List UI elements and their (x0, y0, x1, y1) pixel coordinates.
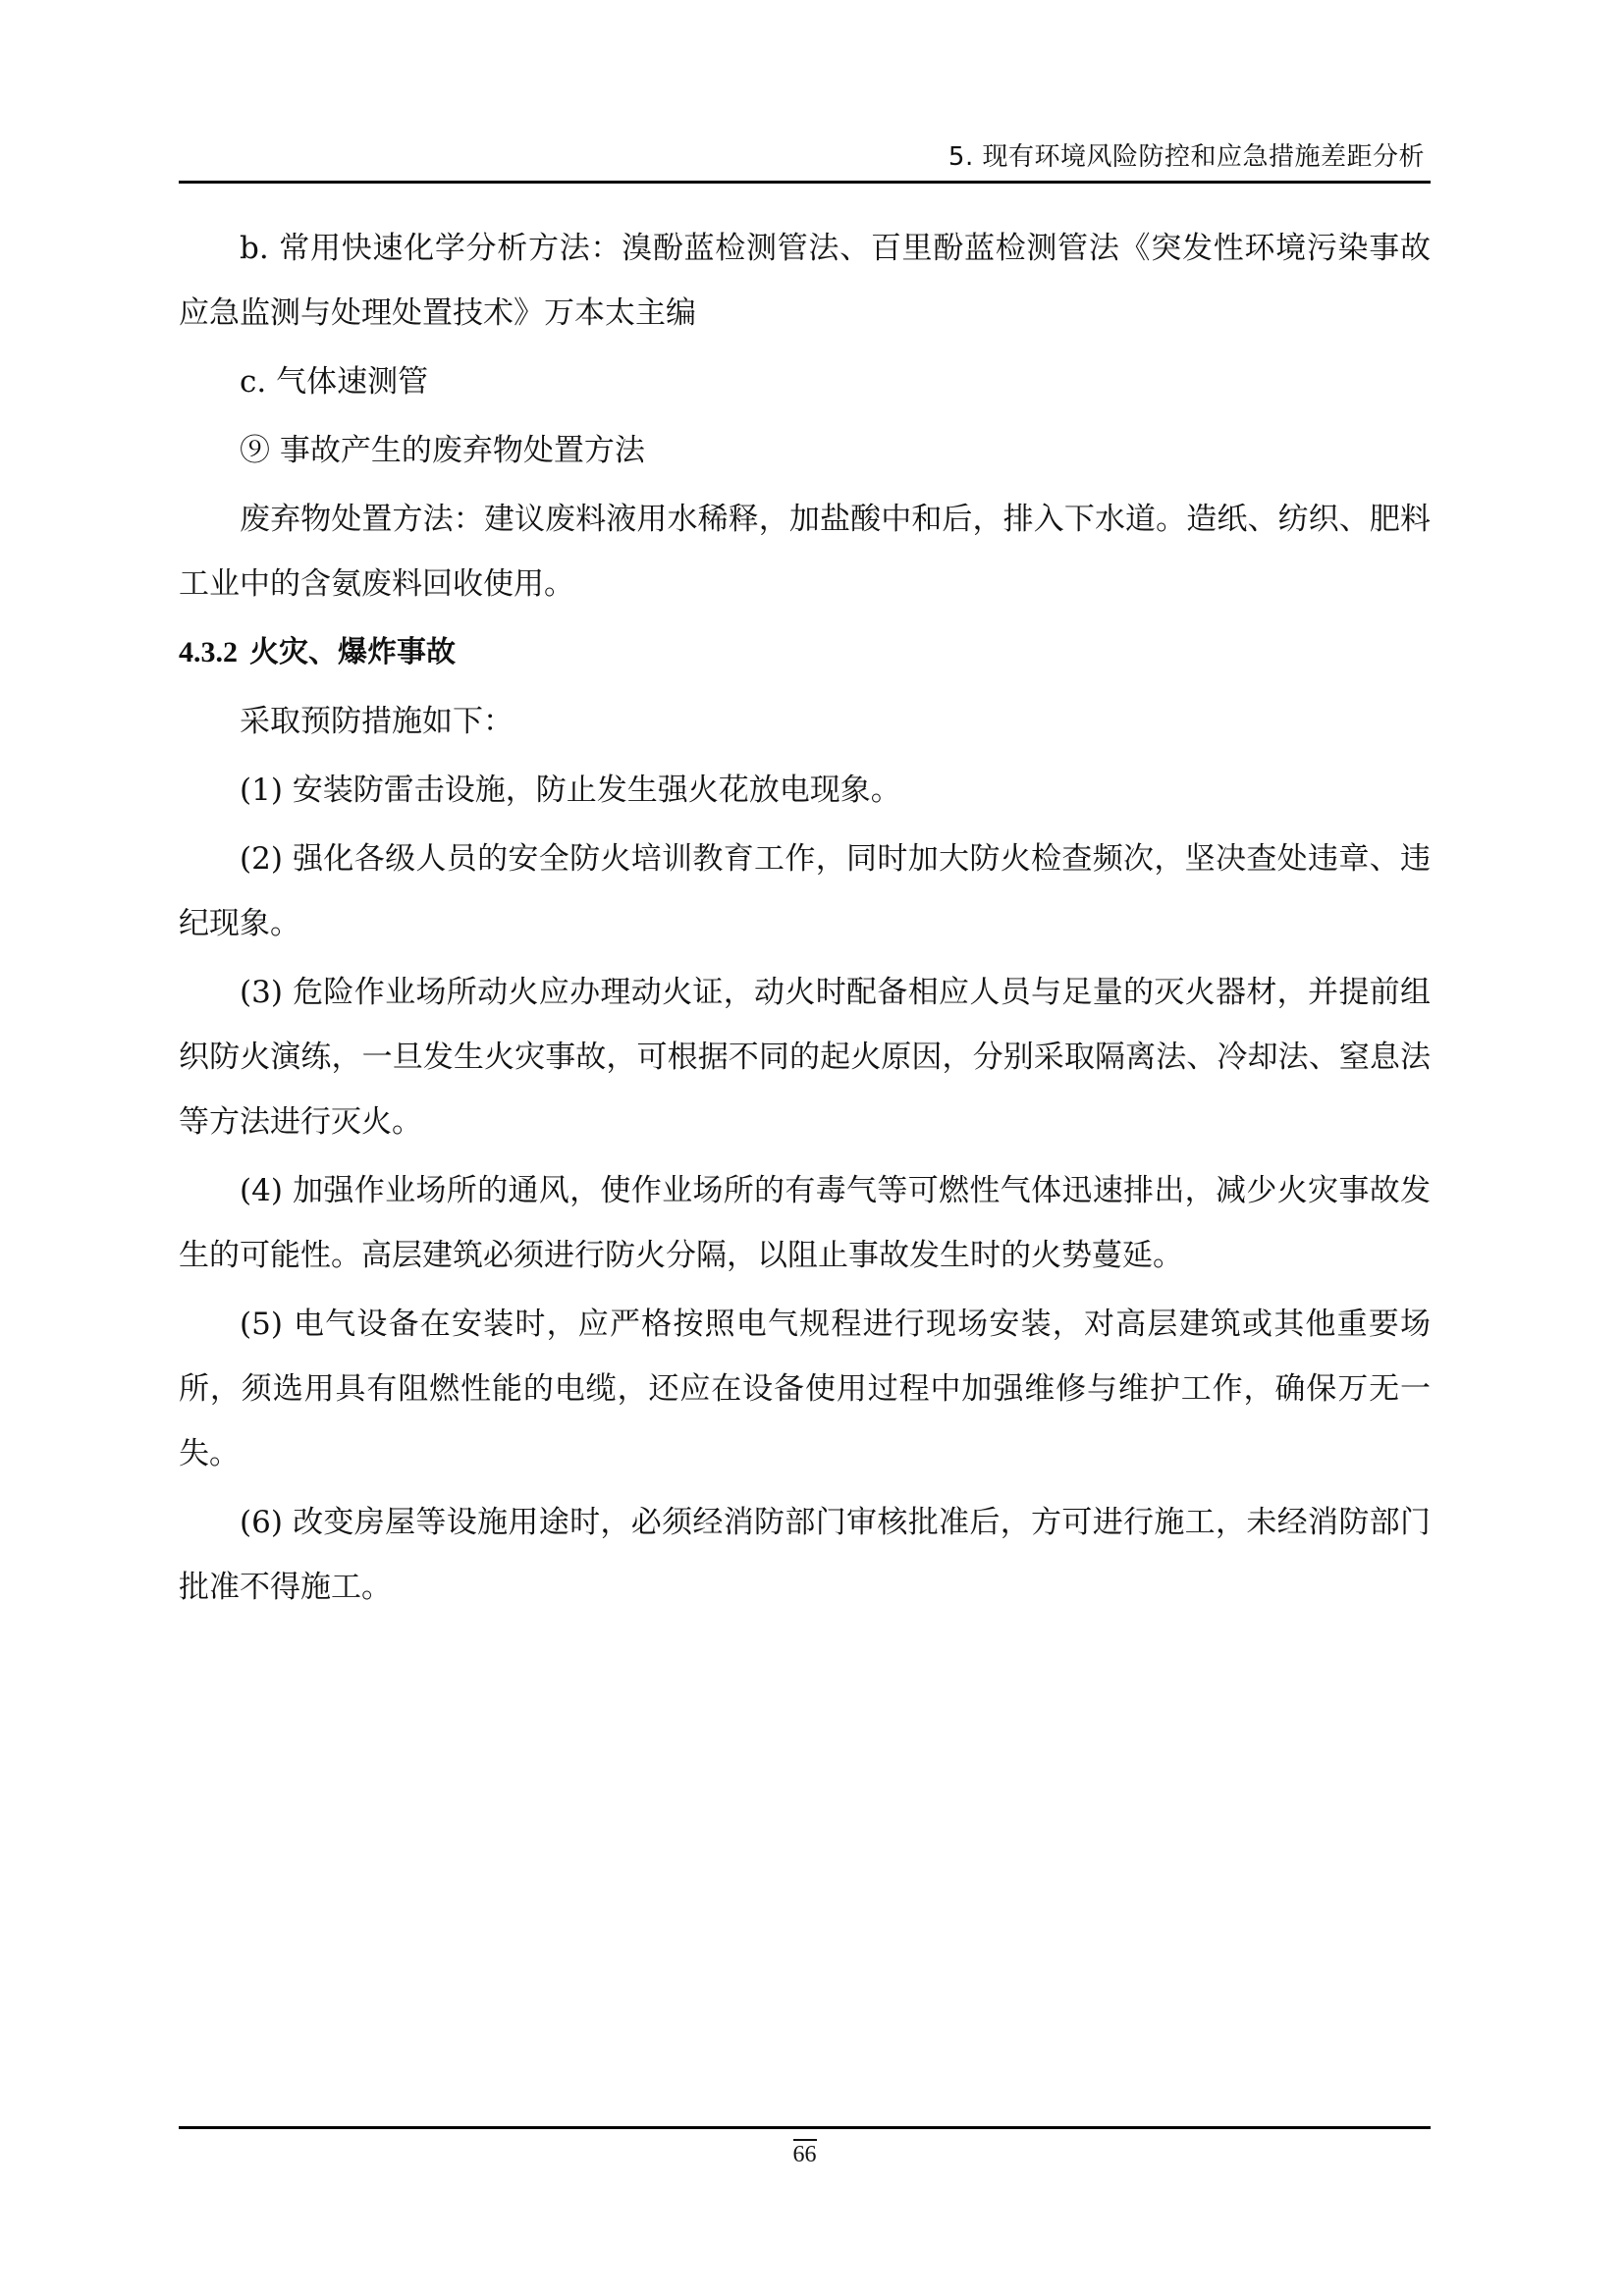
page-number-container (179, 2139, 1431, 2168)
page-header (179, 118, 1431, 184)
section-heading (179, 620, 1431, 689)
document-body (179, 216, 1431, 1624)
header-section-title: 5. 现有环境风险防控和应急措施差距分析 (947, 142, 1425, 172)
section-heading-title: 火灾、爆炸事故 (249, 635, 456, 669)
section-heading-number: 4.3.2 (179, 636, 238, 668)
list-item: (1) 安装防雷击设施，防止发生强火花放电现象。 (240, 773, 901, 808)
paragraph: ⑨ 事故产生的废弃物处置方法 (240, 433, 645, 468)
list-item: (6) 改变房屋等设施用途时，必须经消防部门审核批准后，方可进行施工，未经消防部门批准不得施工。 (179, 1505, 1431, 1605)
list-item: (5) 电气设备在安装时，应严格按照电气规程进行现场安装，对高层建筑或其他重要场所，须选用具有阻燃性能的电缆，还应在设备使用过程中加强维修与维护工作，确保万无一失。 (179, 1307, 1431, 1471)
paragraph: b. 常用快速化学分析方法：溴酚蓝检测管法、百里酚蓝检测管法《突发性环境污染事故应急监测与处理处置技术》万本太主编 (179, 231, 1431, 331)
list-item: (3) 危险作业场所动火应办理动火证，动火时配备相应人员与足量的灭火器材，并提前组织防火演练，一旦发生火灾事故，可根据不同的起火原因，分别采取隔离法、冷却法、窒息法等方法进行灭火。 (179, 975, 1431, 1140)
page-footer (179, 2126, 1431, 2167)
paragraph: c. 气体速测管 (240, 364, 429, 400)
list-item: (4) 加强作业场所的通风，使作业场所的有毒气等可燃性气体迅速排出，减少火灾事故发生的可能性。高层建筑必须进行防火分隔，以阻止事故发生时的火势蔓延。 (179, 1173, 1431, 1273)
paragraph: 采取预防措施如下： (240, 704, 514, 739)
list-item: (2) 强化各级人员的安全防火培训教育工作，同时加大防火检查频次，坚决查处违章、违纪现象。 (179, 841, 1431, 941)
paragraph: 废弃物处置方法：建议废料液用水稀释，加盐酸中和后，排入下水道。造纸、纺织、肥料工业中的含氨废料回收使用。 (179, 502, 1431, 602)
page-number: 66 (793, 2139, 817, 2166)
